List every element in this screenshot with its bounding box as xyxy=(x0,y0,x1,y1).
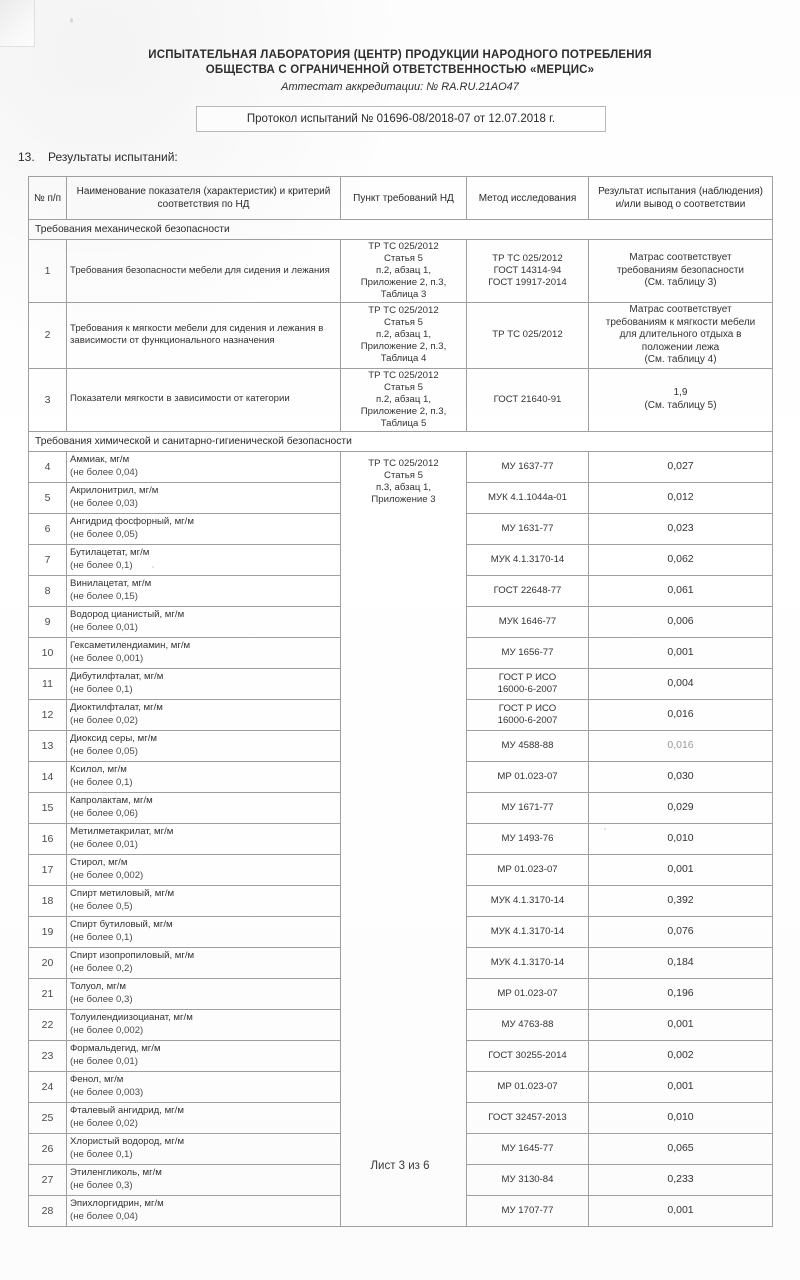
row-indicator-limit: (не более 0,06) xyxy=(70,807,138,819)
results-table xyxy=(28,176,773,1227)
row-method: МР 01.023-07 xyxy=(467,1071,589,1102)
row-requirement: ТР ТС 025/2012 Статья 5 п.2, абзац 1, Приложение 2, п.3, Таблица 4 xyxy=(341,303,467,369)
row-number: 28 xyxy=(29,1195,67,1226)
row-number: 9 xyxy=(29,606,67,637)
lab-name-line-2: ОБЩЕСТВА С ОГРАНИЧЕННОЙ ОТВЕТСТВЕННОСТЬЮ «МЕРЦИС» xyxy=(205,64,595,76)
row-indicator-name: Акрилонитрил, мг/м (не более 0,03) xyxy=(67,482,341,513)
row-result: 0,023 xyxy=(589,513,773,544)
row-indicator-name: Этиленгликоль, мг/м (не более 0,3) xyxy=(67,1164,341,1195)
row-indicator-limit: (не более 0,02) xyxy=(70,714,138,726)
row-method: ТР ТС 025/2012 ГОСТ 14314-94 ГОСТ 19917-2014 xyxy=(467,240,589,303)
row-number: 18 xyxy=(29,885,67,916)
row-indicator-name: Метилметакрилат, мг/м (не более 0,01) xyxy=(67,823,341,854)
row-indicator-name: Бутилацетат, мг/м (не более 0,1) xyxy=(67,544,341,575)
row-method: МР 01.023-07 xyxy=(467,978,589,1009)
row-method: МУ 1645-77 xyxy=(467,1133,589,1164)
row-method: МР 01.023-07 xyxy=(467,761,589,792)
row-indicator-name: Винилацетат, мг/м (не более 0,15) xyxy=(67,575,341,606)
table-body xyxy=(29,220,773,1227)
row-indicator-limit: (не более 0,2) xyxy=(70,962,133,974)
column-header-indicator: Наименование показателя (характеристик) и критерий соответствия по НД xyxy=(67,177,341,220)
row-method: МУ 1631-77 xyxy=(467,513,589,544)
page-footer: Лист 3 из 6 xyxy=(370,1160,430,1172)
row-number: 4 xyxy=(29,451,67,482)
row-number: 27 xyxy=(29,1164,67,1195)
row-method: ТР ТС 025/2012 xyxy=(467,303,589,369)
row-method: ГОСТ 30255-2014 xyxy=(467,1040,589,1071)
row-result: 0,010 xyxy=(589,1102,773,1133)
row-result: 0,002 xyxy=(589,1040,773,1071)
row-indicator-limit: (не более 0,01) xyxy=(70,1055,138,1067)
group-title-mechanical: Требования механической безопасности xyxy=(29,220,773,240)
row-indicator-name: Эпихлоргидрин, мг/м (не более 0,04) xyxy=(67,1195,341,1226)
row-indicator-name: Аммиак, мг/м (не более 0,04) xyxy=(67,451,341,482)
row-number: 26 xyxy=(29,1133,67,1164)
row-result: 0,027 xyxy=(589,451,773,482)
protocol-number-box xyxy=(196,106,606,132)
row-indicator-limit: (не более 0,1) xyxy=(70,1148,133,1160)
row-method: МУК 1646-77 xyxy=(467,606,589,637)
row-result: 0,012 xyxy=(589,482,773,513)
row-result: 0,010 xyxy=(589,823,773,854)
row-indicator-name: Водород цианистый, мг/м (не более 0,01) xyxy=(67,606,341,637)
document-header xyxy=(68,48,732,93)
row-requirement: ТР ТС 025/2012 Статья 5 п.2, абзац 1, Приложение 2, п.3, Таблица 5 xyxy=(341,368,467,431)
row-number: 11 xyxy=(29,668,67,699)
section-heading xyxy=(18,150,578,164)
row-number: 8 xyxy=(29,575,67,606)
row-indicator-limit: (не более 0,04) xyxy=(70,466,138,478)
row-number: 15 xyxy=(29,792,67,823)
row-number: 17 xyxy=(29,854,67,885)
row-indicator-name: Толуилендиизоцианат, мг/м (не более 0,002) xyxy=(67,1009,341,1040)
row-result: 0,016 xyxy=(589,730,773,761)
row-number: 10 xyxy=(29,637,67,668)
row-indicator-name: Требования к мягкости мебели для сидения и лежания в зависимости от функционального назначения xyxy=(67,303,341,369)
column-header-result: Результат испытания (наблюдения) и/или вывод о соответствии xyxy=(589,177,773,220)
row-number: 6 xyxy=(29,513,67,544)
row-indicator-limit: (не более 0,003) xyxy=(70,1086,144,1098)
row-indicator-name: Капролактам, мг/м (не более 0,06) xyxy=(67,792,341,823)
row-result: 0,030 xyxy=(589,761,773,792)
row-result: 0,062 xyxy=(589,544,773,575)
row-method: МУ 1707-77 xyxy=(467,1195,589,1226)
row-indicator-name: Стирол, мг/м (не более 0,002) xyxy=(67,854,341,885)
row-method: МУ 3130-84 xyxy=(467,1164,589,1195)
row-indicator-limit: (не более 0,03) xyxy=(70,497,138,509)
row-indicator-name: Фенол, мг/м (не более 0,003) xyxy=(67,1071,341,1102)
row-method: МУК 4.1.3170-14 xyxy=(467,947,589,978)
row-indicator-limit: (не более 0,5) xyxy=(70,900,133,912)
row-number: 3 xyxy=(29,368,67,431)
row-result: 0,196 xyxy=(589,978,773,1009)
row-indicator-limit: (не более 0,1) xyxy=(70,776,133,788)
row-result: 0,001 xyxy=(589,1195,773,1226)
row-method: МУ 1637-77 xyxy=(467,451,589,482)
row-number: 2 xyxy=(29,303,67,369)
row-number: 23 xyxy=(29,1040,67,1071)
table-row xyxy=(29,303,773,369)
table-group-row xyxy=(29,431,773,451)
row-result: Матрас соответствует требованиям безопасности (См. таблицу 3) xyxy=(589,240,773,303)
row-indicator-name: Ксилол, мг/м (не более 0,1) xyxy=(67,761,341,792)
table-group-row xyxy=(29,220,773,240)
row-indicator-limit: (не более 0,15) xyxy=(70,590,138,602)
row-number: 12 xyxy=(29,699,67,730)
row-requirement: ТР ТС 025/2012 Статья 5 п.3, абзац 1, Приложение 3 xyxy=(341,451,467,1226)
table-row xyxy=(29,451,773,482)
row-number: 14 xyxy=(29,761,67,792)
row-indicator-limit: (не более 0,001) xyxy=(70,652,144,664)
row-indicator-limit: (не более 0,02) xyxy=(70,1117,138,1129)
row-result: 0,184 xyxy=(589,947,773,978)
column-header-requirement: Пункт требований НД xyxy=(341,177,467,220)
row-result: 0,001 xyxy=(589,1009,773,1040)
section-number: 13. xyxy=(18,150,35,164)
row-method: ГОСТ Р ИСО 16000-6-2007 xyxy=(467,699,589,730)
row-method: МУ 1671-77 xyxy=(467,792,589,823)
row-indicator-limit: (не более 0,04) xyxy=(70,1210,138,1222)
row-result: 0,001 xyxy=(589,854,773,885)
row-number: 25 xyxy=(29,1102,67,1133)
row-result: 1,9 (См. таблицу 5) xyxy=(589,368,773,431)
row-indicator-name: Хлористый водород, мг/м (не более 0,1) xyxy=(67,1133,341,1164)
row-indicator-name: Спирт бутиловый, мг/м (не более 0,1) xyxy=(67,916,341,947)
row-indicator-limit: (не более 0,002) xyxy=(70,869,144,881)
page-corner-fold xyxy=(0,0,35,47)
row-number: 19 xyxy=(29,916,67,947)
row-number: 5 xyxy=(29,482,67,513)
row-indicator-name: Фталевый ангидрид, мг/м (не более 0,02) xyxy=(67,1102,341,1133)
row-method: МУ 4763-88 xyxy=(467,1009,589,1040)
row-result: Матрас соответствует требованиям к мягкости мебели для длительного отдыха в положении лежа (См. таблицу 4) xyxy=(589,303,773,369)
row-result: 0,001 xyxy=(589,637,773,668)
row-indicator-name: Формальдегид, мг/м (не более 0,01) xyxy=(67,1040,341,1071)
section-title-text: Результаты испытаний: xyxy=(48,150,178,164)
row-result: 0,001 xyxy=(589,1071,773,1102)
row-number: 7 xyxy=(29,544,67,575)
row-indicator-limit: (не более 0,002) xyxy=(70,1024,144,1036)
row-indicator-limit: (не более 0,01) xyxy=(70,838,138,850)
scan-speck xyxy=(70,18,73,23)
row-method: ГОСТ 22648-77 xyxy=(467,575,589,606)
row-number: 22 xyxy=(29,1009,67,1040)
row-method: МУ 4588-88 xyxy=(467,730,589,761)
row-indicator-name: Требования безопасности мебели для сидения и лежания xyxy=(67,240,341,303)
row-method: МУК 4.1.3170-14 xyxy=(467,916,589,947)
row-number: 16 xyxy=(29,823,67,854)
table-row xyxy=(29,368,773,431)
row-result: 0,006 xyxy=(589,606,773,637)
protocol-number-text: Протокол испытаний № 01696-08/2018-07 от 12.07.2018 г. xyxy=(246,113,556,125)
row-number: 13 xyxy=(29,730,67,761)
row-number: 1 xyxy=(29,240,67,303)
row-indicator-name: Гексаметилендиамин, мг/м (не более 0,001) xyxy=(67,637,341,668)
row-indicator-limit: (не более 0,3) xyxy=(70,1179,133,1191)
row-indicator-name: Толуол, мг/м (не более 0,3) xyxy=(67,978,341,1009)
row-indicator-name: Спирт изопропиловый, мг/м (не более 0,2) xyxy=(67,947,341,978)
row-result: 0,233 xyxy=(589,1164,773,1195)
row-indicator-limit: (не более 0,1) xyxy=(70,931,133,943)
row-method: ГОСТ Р ИСО 16000-6-2007 xyxy=(467,668,589,699)
row-result: 0,065 xyxy=(589,1133,773,1164)
row-indicator-name: Ангидрид фосфорный, мг/м (не более 0,05) xyxy=(67,513,341,544)
table-row xyxy=(29,240,773,303)
column-header-method: Метод исследования xyxy=(467,177,589,220)
row-indicator-name: Спирт метиловый, мг/м (не более 0,5) xyxy=(67,885,341,916)
row-indicator-name: Показатели мягкости в зависимости от категории xyxy=(67,368,341,431)
row-result: 0,061 xyxy=(589,575,773,606)
row-number: 24 xyxy=(29,1071,67,1102)
row-method: МУ 1656-77 xyxy=(467,637,589,668)
row-indicator-name: Диоктилфталат, мг/м (не более 0,02) xyxy=(67,699,341,730)
row-result: 0,016 xyxy=(589,699,773,730)
row-indicator-limit: (не более 0,1) xyxy=(70,559,133,571)
row-result: 0,076 xyxy=(589,916,773,947)
row-method: МУ 1493-76 xyxy=(467,823,589,854)
row-method: МР 01.023-07 xyxy=(467,854,589,885)
row-method: ГОСТ 21640-91 xyxy=(467,368,589,431)
row-method: МУК 4.1.3170-14 xyxy=(467,544,589,575)
row-result: 0,029 xyxy=(589,792,773,823)
row-result: 0,392 xyxy=(589,885,773,916)
row-result: 0,004 xyxy=(589,668,773,699)
row-requirement: ТР ТС 025/2012 Статья 5 п.2, абзац 1, Приложение 2, п.3, Таблица 3 xyxy=(341,240,467,303)
column-header-number: № п/п xyxy=(29,177,67,220)
accreditation-certificate: Аттестат аккредитации: № RA.RU.21AO47 xyxy=(281,81,519,93)
row-indicator-name: Дибутилфталат, мг/м (не более 0,1) xyxy=(67,668,341,699)
row-indicator-limit: (не более 0,3) xyxy=(70,993,133,1005)
row-method: МУК 4.1.3170-14 xyxy=(467,885,589,916)
row-indicator-limit: (не более 0,05) xyxy=(70,745,138,757)
row-method: ГОСТ 32457-2013 xyxy=(467,1102,589,1133)
row-indicator-limit: (не более 0,01) xyxy=(70,621,138,633)
row-indicator-limit: (не более 0,05) xyxy=(70,528,138,540)
row-number: 20 xyxy=(29,947,67,978)
row-method: МУК 4.1.1044а-01 xyxy=(467,482,589,513)
row-number: 21 xyxy=(29,978,67,1009)
lab-name-line-1: ИСПЫТАТЕЛЬНАЯ ЛАБОРАТОРИЯ (ЦЕНТР) ПРОДУКЦИИ НАРОДНОГО ПОТРЕБЛЕНИЯ xyxy=(148,49,652,61)
group-title-chemical: Требования химической и санитарно-гигиенической безопасности xyxy=(29,431,773,451)
row-indicator-limit: (не более 0,1) xyxy=(70,683,133,695)
row-indicator-name: Диоксид серы, мг/м (не более 0,05) xyxy=(67,730,341,761)
table-header-row xyxy=(29,177,773,220)
